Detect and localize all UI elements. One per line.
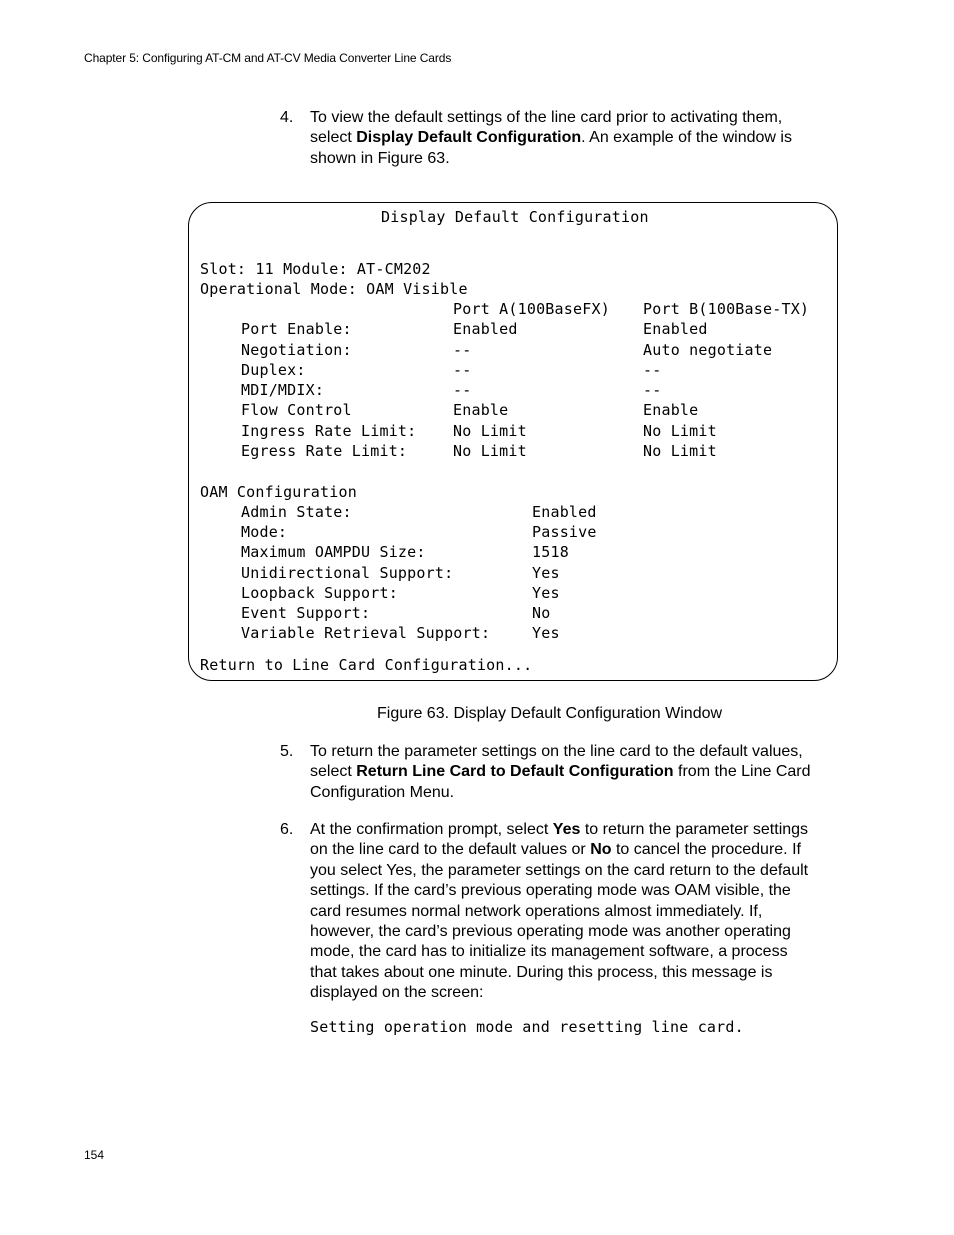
- setting-label: Egress Rate Limit:: [241, 442, 408, 460]
- oam-label: Maximum OAMPDU Size:: [241, 543, 426, 561]
- operational-mode-line: Operational Mode: OAM Visible: [200, 280, 468, 298]
- port-a-header: Port A(100BaseFX): [453, 300, 610, 318]
- status-message: Setting operation mode and resetting line card.: [310, 1018, 744, 1036]
- step-line: that takes about one minute. During this process, this message is: [310, 963, 773, 981]
- step-text: [310, 108, 840, 169]
- setting-label: Flow Control: [241, 401, 352, 419]
- ui-term: Return Line Card to Default Configuration: [356, 763, 674, 781]
- oam-value: Yes: [532, 624, 560, 642]
- port-b-value: No Limit: [643, 422, 717, 440]
- oam-label: Unidirectional Support:: [241, 564, 454, 582]
- setting-label: Negotiation:: [241, 341, 352, 359]
- oam-label: Mode:: [241, 523, 288, 541]
- step-line: however, the card’s previous operating mode was another operating: [310, 923, 791, 941]
- port-b-value: Enable: [643, 401, 699, 419]
- ui-term: Yes: [552, 821, 581, 838]
- oam-label: Event Support:: [241, 604, 371, 622]
- return-menu-option: Return to Line Card Configuration...: [200, 656, 533, 674]
- step-line: mode, the card has to initialize its management software, a process: [310, 943, 788, 961]
- page-number: 154: [84, 1148, 105, 1162]
- step-line: card resumes normal network operations almost immediately. If,: [310, 902, 763, 920]
- oam-value: Yes: [532, 564, 560, 582]
- step-line: displayed on the screen:: [310, 984, 484, 1002]
- oam-value: No: [532, 604, 551, 622]
- terminal-title: Display Default Configuration: [381, 208, 649, 226]
- terminal-window-figure: [188, 202, 838, 681]
- setting-label: Port Enable:: [241, 320, 352, 338]
- step-line: To return the parameter settings on the line card to the default values,: [310, 743, 803, 760]
- step-line: settings. If the card’s previous operating mode was OAM visible, the: [310, 882, 791, 900]
- figure-caption: Figure 63. Display Default Configuration Window: [377, 705, 723, 722]
- oam-label: Loopback Support:: [241, 584, 398, 602]
- step-line: Configuration Menu.: [310, 783, 455, 801]
- step-line: on the line card to the default values or No to cancel the procedure. If: [310, 841, 801, 859]
- step-number: 4.: [280, 109, 294, 126]
- step-text: [310, 820, 840, 1004]
- oam-value: 1518: [532, 543, 569, 561]
- slot-module-line: Slot: 11 Module: AT-CM202: [200, 260, 431, 278]
- port-a-value: No Limit: [453, 422, 527, 440]
- oam-value: Yes: [532, 584, 560, 602]
- setting-label: MDI/MDIX:: [241, 381, 325, 399]
- port-b-value: Auto negotiate: [643, 341, 773, 359]
- port-a-value: --: [453, 361, 472, 379]
- port-b-value: --: [643, 361, 662, 379]
- step-line: To view the default settings of the line card prior to activating them,: [310, 109, 783, 126]
- setting-label: Duplex:: [241, 361, 306, 379]
- oam-label: Admin State:: [241, 503, 352, 521]
- step-number: 6.: [280, 821, 294, 838]
- running-header: Chapter 5: Configuring AT-CM and AT-CV Media Converter Line Cards: [84, 51, 452, 65]
- step-line: select Display Default Configuration. An example of the window is: [310, 129, 792, 147]
- step-line: you select Yes, the parameter settings on the card return to the default: [310, 861, 809, 879]
- oam-heading: OAM Configuration: [200, 483, 357, 501]
- port-a-value: No Limit: [453, 442, 527, 460]
- step-line: shown in Figure 63.: [310, 149, 450, 167]
- port-a-value: --: [453, 381, 472, 399]
- port-b-value: No Limit: [643, 442, 717, 460]
- port-a-value: Enabled: [453, 320, 518, 338]
- ui-term: No: [590, 841, 612, 859]
- step-number: 5.: [280, 743, 294, 760]
- ui-term: Display Default Configuration: [356, 129, 582, 147]
- port-b-value: --: [643, 381, 662, 399]
- oam-value: Enabled: [532, 503, 597, 521]
- port-b-value: Enabled: [643, 320, 708, 338]
- port-a-value: Enable: [453, 401, 509, 419]
- port-b-header: Port B(100Base-TX): [643, 300, 810, 318]
- step-text: [310, 742, 840, 803]
- step-line: select Return Line Card to Default Configuration from the Line Card: [310, 763, 811, 781]
- oam-label: Variable Retrieval Support:: [241, 624, 491, 642]
- oam-value: Passive: [532, 523, 597, 541]
- setting-label: Ingress Rate Limit:: [241, 422, 417, 440]
- port-a-value: --: [453, 341, 472, 359]
- step-line: At the confirmation prompt, select Yes to return the parameter settings: [310, 821, 809, 838]
